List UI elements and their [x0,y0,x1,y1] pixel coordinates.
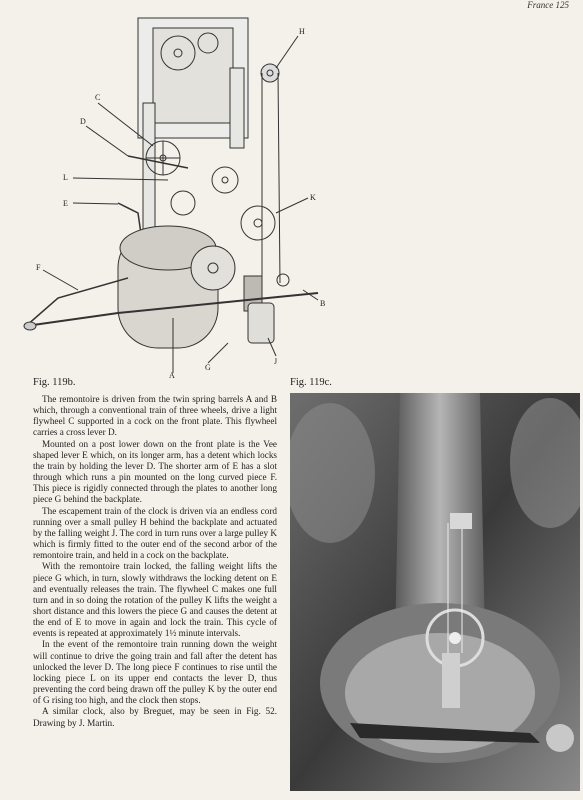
label-l: L [63,173,68,182]
running-head: France 125 [527,0,569,10]
label-e: E [63,199,68,208]
figure-b-caption: Fig. 119b. [33,377,76,388]
paragraph: The remontoire is driven from the twin spring barrels A and B which, through a conventional train of three wheels, drive a light flywheel C supported in a cock on the front plate. This flywheel carries a cross lever D. [33,394,277,438]
paragraph: Mounted on a post lower down on the front plate is the Vee shaped lever E which, on its longer arm, has a detent which locks the train by holding the lever D. The shorter arm of E has a slot through which runs a pin mounted on the long curved piece F. This piece is rigidly connected through the plates to another long piece G behind the backplate. [33,438,277,505]
figure-c-caption: Fig. 119c. [290,377,332,388]
label-d: D [80,117,86,126]
clock-photograph [290,393,580,791]
paragraph: With the remontoire train locked, the falling weight lifts the piece G which, in turn, slowly withdraws the locking detent on E and eventually releases the train. The flywheel C makes one full turn and in so doing the rotation of the pulley K lifts the weight a short distance and this lowers the piece G and causes the detent at the end of E to move in again and lock the train. This cycle of events is repeated at approximately 1½ minute intervals. [33,561,277,639]
label-j: J [274,357,278,366]
label-f: F [36,263,41,272]
body-text [33,394,277,729]
mechanism-drawing [18,8,338,378]
label-c: C [95,93,101,102]
paragraph: The escapement train of the clock is driven via an endless cord running over a small pulley H behind the backplate and actuated by the falling weight J. The cord in turn runs over a large pulley K which is firmly fitted to the outer end of the second arbor of the remontoire train, and held in a cock on the backplate. [33,505,277,561]
paragraph: In the event of the remontoire train running down the weight will continue to drive the going train and fall after the detent has unlocked the lever D. The long piece F continues to rise until the locking piece L on its upper end contacts the lever D, thus preventing the cord being drawn off the pulley K by the outer end of G rising too high, and the clock then stops. [33,639,277,706]
label-b: B [320,299,326,308]
paragraph: A similar clock, also by Breguet, may be seen in Fig. 52. Drawing by J. Martin. [33,706,277,728]
label-a: A [169,371,175,378]
label-h: H [299,27,305,36]
label-g: G [205,363,211,372]
label-k: K [310,193,316,202]
